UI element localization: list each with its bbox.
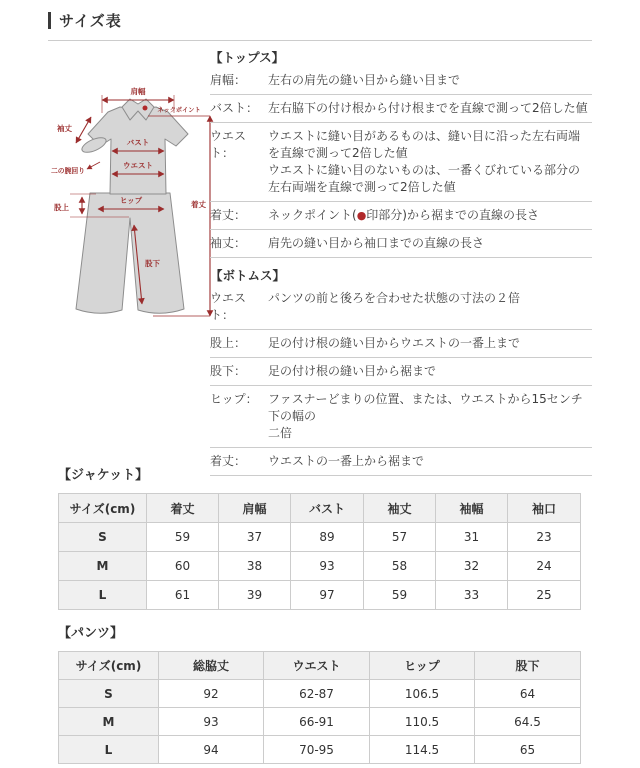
- rise-label: 股上: [54, 203, 69, 212]
- measure-row-hip: [210, 386, 592, 448]
- table-cell: 25: [508, 581, 581, 610]
- table-cell: 32: [436, 552, 508, 581]
- garment-shapes: [76, 99, 188, 313]
- table-cell: 94: [159, 736, 264, 764]
- table-cell: 114.5: [370, 736, 475, 764]
- measure-row-rise: [210, 330, 592, 358]
- table-cell: 89: [291, 523, 364, 552]
- hip-label: ヒップ: [119, 196, 143, 205]
- upper-arm-label: 二の腕回り: [51, 167, 85, 175]
- measure-term: 袖丈：: [210, 236, 247, 250]
- table-cell: 38: [219, 552, 291, 581]
- neck-point-dot: [143, 106, 148, 111]
- definition-line: ウエストに縫い目のないものは、一番くびれている部分の: [268, 163, 581, 177]
- neck-point-dot-glyph: ●: [356, 209, 367, 222]
- page-title-text: サイズ表: [59, 12, 122, 30]
- bottoms-section-heading: 【ボトムス】: [210, 268, 286, 283]
- table-header-cell: 袖丈: [364, 494, 436, 523]
- table-header-cell: 肩幅: [219, 494, 291, 523]
- definition-line: 二倍: [268, 426, 293, 440]
- table-cell: 64: [475, 680, 581, 708]
- measure-row-inseam: [210, 358, 592, 386]
- measure-row-shoulder: [210, 67, 592, 95]
- table-cell: 61: [147, 581, 219, 610]
- measure-term: ウエスト：: [210, 291, 247, 322]
- pants-shape: [76, 193, 184, 313]
- table-header-cell: 袖幅: [436, 494, 508, 523]
- measure-definition: [268, 207, 592, 224]
- definition-line: 左右両端を直線で測って2倍した値: [268, 180, 456, 194]
- body-length-label: 着丈: [191, 200, 206, 209]
- jacket-table-heading: 【ジャケット】: [58, 468, 149, 483]
- measurement-definitions: [210, 49, 592, 476]
- table-header-cell: バスト: [291, 494, 364, 523]
- definition-text-pre: ネックポイント(: [268, 208, 357, 222]
- measure-definition: 肩先の縫い目から袖口までの直線の長さ: [268, 236, 485, 250]
- measure-term: ウエスト：: [210, 129, 247, 160]
- title-accent-bar: [48, 12, 51, 29]
- table-cell: 64.5: [475, 708, 581, 736]
- measure-definition: 足の付け根の縫い目から裾まで: [268, 364, 437, 378]
- table-header-row: [59, 494, 581, 523]
- table-cell: 58: [364, 552, 436, 581]
- table-cell: 110.5: [370, 708, 475, 736]
- table-row-size-l: [59, 581, 581, 610]
- measure-term: 股上：: [210, 336, 247, 350]
- table-cell: 70-95: [264, 736, 370, 764]
- size-row-label: M: [59, 708, 159, 736]
- tops-section-heading: 【トップス】: [210, 50, 285, 65]
- table-header-cell: 着丈: [147, 494, 219, 523]
- measure-term: 着丈：: [210, 454, 247, 468]
- table-header-cell: サイズ(cm): [59, 494, 147, 523]
- measure-row-waist-bottom: [210, 285, 592, 330]
- bust-label: バスト: [126, 138, 150, 147]
- waist-label: ウエスト: [123, 161, 153, 170]
- table-cell: 24: [508, 552, 581, 581]
- table-header-row: [59, 652, 581, 680]
- table-cell: 59: [147, 523, 219, 552]
- definition-line: ウエストに縫い目があるものは、縫い目に沿った左右両端: [268, 129, 581, 143]
- jacket-size-table: [58, 493, 581, 610]
- table-cell: 93: [291, 552, 364, 581]
- table-header-cell: ウエスト: [264, 652, 370, 680]
- table-row-size-m: [59, 708, 581, 736]
- measure-definition: ウエストの一番上から裾まで: [268, 454, 425, 468]
- size-row-label: S: [59, 523, 147, 552]
- sleeve-length-arrow: [76, 117, 91, 143]
- measure-term: 股下：: [210, 364, 247, 378]
- table-cell: 62-87: [264, 680, 370, 708]
- definition-line: を直線で測って2倍した値: [268, 146, 408, 160]
- table-header-cell: 股下: [475, 652, 581, 680]
- size-row-label: L: [59, 581, 147, 610]
- measure-definition: [268, 128, 592, 196]
- upper-arm-pointer: [87, 162, 100, 169]
- measure-definition: 左右の肩先の縫い目から縫い目まで: [268, 73, 461, 87]
- table-cell: 93: [159, 708, 264, 736]
- measure-row-length-top: [210, 202, 592, 230]
- table-cell: 66-91: [264, 708, 370, 736]
- size-measurement-diagram: [50, 76, 220, 326]
- measure-definition: [268, 391, 592, 442]
- table-row-size-s: [59, 523, 581, 552]
- table-cell: 39: [219, 581, 291, 610]
- page-header: [48, 10, 592, 41]
- measure-definition: パンツの前と後ろを合わせた状態の寸法の２倍: [268, 291, 521, 305]
- jacket-size-section: [58, 468, 581, 610]
- pants-size-table: [58, 651, 581, 764]
- measure-term: 肩幅：: [210, 73, 247, 87]
- table-cell: 59: [364, 581, 436, 610]
- measure-row-waist-top: [210, 123, 592, 202]
- table-cell: 97: [291, 581, 364, 610]
- neck-point-label: ネックポイント: [157, 107, 201, 114]
- measure-term: バスト：: [210, 101, 259, 115]
- table-row-size-l: [59, 736, 581, 764]
- measure-definition: 足の付け根の縫い目からウエストの一番上まで: [268, 336, 521, 350]
- table-cell: 23: [508, 523, 581, 552]
- table-cell: 31: [436, 523, 508, 552]
- size-row-label: L: [59, 736, 159, 764]
- inseam-label: 股下: [145, 259, 160, 268]
- table-header-cell: ヒップ: [370, 652, 475, 680]
- measure-row-sleeve: [210, 230, 592, 258]
- size-row-label: S: [59, 680, 159, 708]
- table-cell: 37: [219, 523, 291, 552]
- table-row-size-m: [59, 552, 581, 581]
- table-cell: 65: [475, 736, 581, 764]
- measure-term: 着丈：: [210, 208, 247, 222]
- page-title: [48, 10, 592, 31]
- table-header-cell: 袖口: [508, 494, 581, 523]
- pants-table-heading: 【パンツ】: [58, 626, 124, 641]
- table-cell: 92: [159, 680, 264, 708]
- table-header-cell: 総脇丈: [159, 652, 264, 680]
- shoulder-width-label: 肩幅: [130, 87, 146, 96]
- table-cell: 106.5: [370, 680, 475, 708]
- table-cell: 57: [364, 523, 436, 552]
- definition-text-post: 印部分)から裾までの直線の長さ: [366, 208, 539, 222]
- measure-term: ヒップ：: [210, 392, 258, 406]
- table-header-cell: サイズ(cm): [59, 652, 159, 680]
- size-row-label: M: [59, 552, 147, 581]
- table-row-size-s: [59, 680, 581, 708]
- sleeve-length-label: 袖丈: [57, 124, 72, 133]
- table-cell: 60: [147, 552, 219, 581]
- table-cell: 33: [436, 581, 508, 610]
- pants-size-section: [58, 626, 581, 764]
- definition-line: ファスナーどまりの位置、または、ウエストから15センチ下の幅の: [268, 392, 583, 423]
- measure-definition: 左右脇下の付け根から付け根までを直線で測って2倍した値: [268, 101, 588, 115]
- measure-row-bust: [210, 95, 592, 123]
